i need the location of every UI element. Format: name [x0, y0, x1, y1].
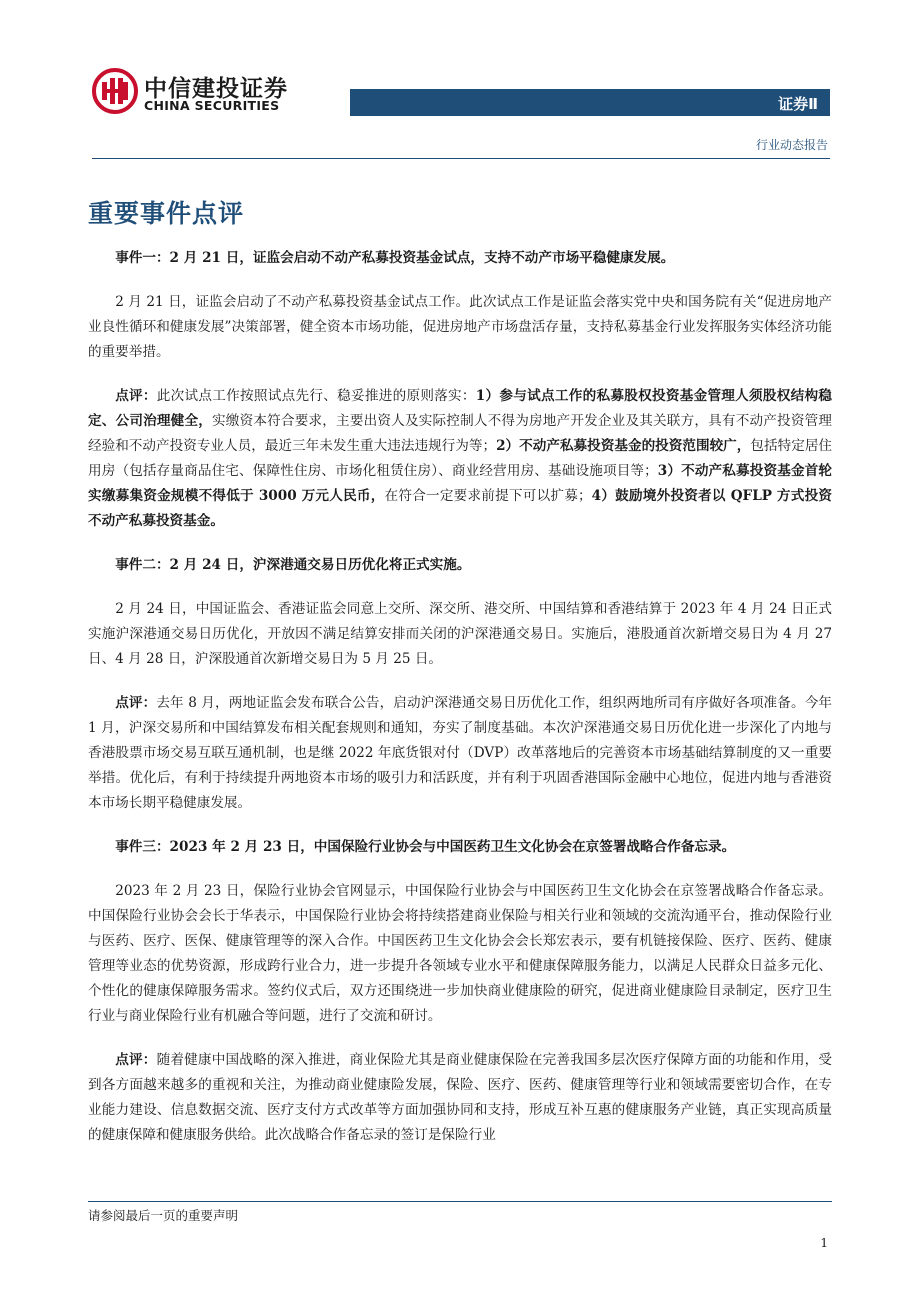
logo-english-name: CHINA SECURITIES: [144, 98, 280, 113]
header-divider: [92, 158, 830, 159]
event3-comment: [88, 1048, 832, 1148]
comment-text: 在符合一定要求前提下可以扩募；: [384, 488, 592, 504]
comment-text: 随着健康中国战略的深入推进，商业保险尤其是商业健康保险在完善我国多层次医疗保障方面的功能和作用，受到各方面越来越多的重视和关注，为推动商业健康险发展，保险、医疗、医药、健康管理等行业和领域需要密切合作，在专业能力建设、信息数据交流、医疗支付方式改革等方面加强协同和支持，形成互补互惠的健康服务产业链，真正实现高质量的健康保障和健康服务供给。此次战略合作备忘录的签订是保险行业: [88, 1052, 833, 1143]
comment-text: 实缴资本符合要求，主要出资人及实际控制人不得为房地产开发企业及其关联方，具有不动产投资管理经验和不动产投资专业人员，最近三年未发生重大违法违规行为等；: [88, 413, 832, 454]
event2-body: 2 月 24 日，中国证监会、香港证监会同意上交所、深交所、港交所、中国结算和香港结算于 2023 年 4 月 24 日正式实施沪深港通交易日历优化，开放因不满足结算安排而关闭的沪深港通交易日。实施后，港股通首次新增交易日为 4 月 27 日、4 月 28 日，沪深股通首次新增交易日为 5 月 25 日。: [88, 601, 832, 667]
event3-headline: 事件三：2023 年 2 月 23 日，中国保险行业协会与中国医药卫生文化协会在京签署战略合作备忘录。: [115, 839, 736, 855]
comment-label: 点评：: [115, 388, 157, 404]
section-title: 重要事件点评: [88, 199, 245, 228]
comment-point-2: 2）不动产私募投资基金的投资范围较广，: [496, 438, 751, 454]
page-number: 1: [820, 1236, 828, 1250]
report-body: [88, 246, 832, 1167]
event2-headline: 事件二：2 月 24 日，沪深港通交易日历优化将正式实施。: [115, 557, 471, 573]
comment-text: 去年 8 月，两地证监会发布联合公告，启动沪深港通交易日历优化工作，组织两地所司有序做好各项准备。今年 1 月，沪深交易所和中国结算发布相关配套规则和通知，夯实了制度基础。本次沪深港通交易日历优化进一步深化了内地与香港股票市场交易互联互通机制，也是继 2022 年底货银对付（DVP）改革落地后的完善资本市场基础结算制度的又一重要举措。优化后，有利于持续提升两地资本市场的吸引力和活跃度，并有利于巩固香港国际金融中心地位，促进内地与香港资本市场长期平稳健康发展。: [88, 695, 833, 811]
company-logo: [92, 68, 292, 118]
comment-text: 包括特定居住用房（包括存量商品住宅、保障性住房、市场化租赁住房）、商业经营用房、基础设施项目等；: [88, 438, 833, 479]
comment-label: 点评：: [115, 695, 157, 711]
comment-text: 此次试点工作按照试点先行、稳妥推进的原则落实：: [156, 388, 476, 404]
china-securities-logo-icon: [92, 68, 138, 114]
event1-headline: 事件一：2 月 21 日，证监会启动不动产私募投资基金试点，支持不动产市场平稳健康发展。: [115, 250, 675, 266]
industry-label: 证券Ⅱ: [778, 95, 818, 113]
event1-comment: [88, 384, 832, 534]
report-type: 行业动态报告: [755, 138, 828, 152]
footer-disclaimer: 请参阅最后一页的重要声明: [88, 1208, 239, 1223]
event3-body: 2023 年 2 月 23 日，保险行业协会官网显示，中国保险行业协会与中国医药卫生文化协会在京签署战略合作备忘录。中国保险行业协会会长于华表示，中国保险行业协会将持续搭建商业保险与相关行业和领域的交流沟通平台，推动保险行业与医药、医疗、医保、健康管理等的深入合作。中国医药卫生文化协会会长郑宏表示，要有机链接保险、医疗、医药、健康管理等业态的优势资源，形成跨行业合力，进一步提升各领域专业水平和健康保障服务能力，以满足人民群众日益多元化、个性化的健康保障服务需求。签约仪式后，双方还围绕进一步加快商业健康险的研究，促进商业健康险目录制定，医疗卫生行业与商业保险行业有机融合等问题，进行了交流和研讨。: [88, 883, 832, 1024]
comment-point-3: 3）不动产私募投资基金首轮实缴募集资金规模不得低于 3000 万元人民币，: [88, 463, 832, 504]
comment-point-1: 1）参与试点工作的私募股权投资基金管理人须股权结构稳定、公司治理健全，: [88, 388, 832, 429]
comment-point-4: 4）鼓励境外投资者以 QFLP 方式投资不动产私募投资基金。: [88, 488, 832, 529]
header-bar: [350, 89, 830, 116]
logo-chinese-name: 中信建投证券: [144, 76, 288, 102]
footer-divider: [88, 1201, 832, 1202]
comment-label: 点评：: [115, 1052, 157, 1068]
event2-comment: [88, 691, 832, 816]
event1-body: 2 月 21 日，证监会启动了不动产私募投资基金试点工作。此次试点工作是证监会落实党中央和国务院有关“促进房地产业良性循环和健康发展”决策部署，健全资本市场功能，促进房地产市场盘活存量，支持私募基金行业发挥服务实体经济功能的重要举措。: [88, 294, 832, 360]
